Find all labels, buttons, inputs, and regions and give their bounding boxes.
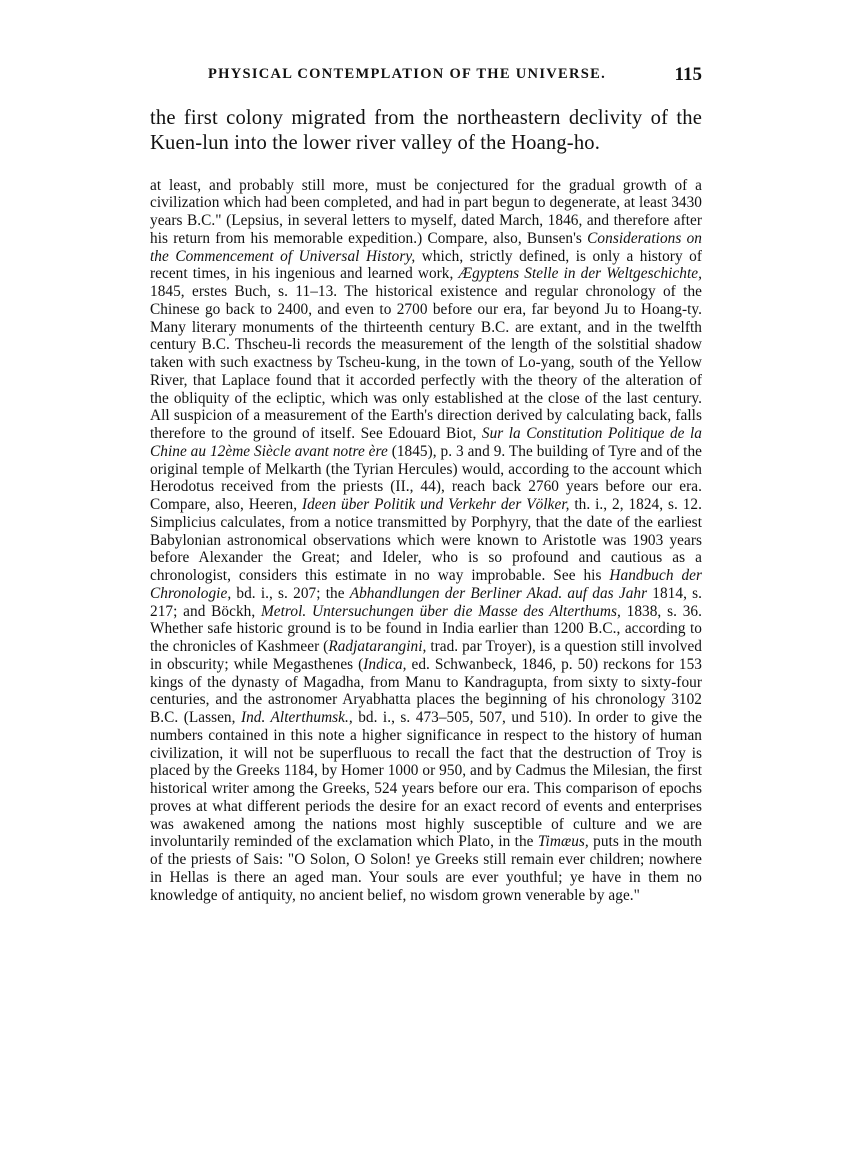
- footnote-italic-run: Ind. Alterthumsk.,: [240, 709, 353, 727]
- footnote-italic-run: Radjatarangini,: [328, 638, 427, 656]
- footnote-italic-run: Ideen über Politik und Verkehr der Völker,: [301, 496, 570, 514]
- footnote-italic-run: Metrol. Untersuchungen über die Masse des Alterthums,: [261, 602, 621, 620]
- running-header: [150, 64, 702, 88]
- book-page: [150, 64, 702, 920]
- footnote-text-run: th. i., 2, 1824, s. 12. Simplicius calculates, from a notice transmitted by Porphyry, that the date of the earliest Babylonian astronomical observations which were known to Aristotle was 1903 years before Alexander the Great; and Ideler, who is so profound and cautious as a chronologist, considers this estimate in no way improbable. See his: [150, 496, 702, 585]
- footnote-italic-run: Handbuch der Chronologie,: [150, 567, 702, 602]
- footnote-italic-run: Ægyptens Stelle in der Weltgeschichte,: [458, 265, 702, 283]
- footnote-text-run: bd. i., s. 473–505, 507, und 510). In order to give the numbers contained in this note a higher significance in respect to the history of human civilization, it will not be superfluous to recall the fact that the destruction of Troy is placed by the Greeks 1184, by Homer 1000 or 950, and by Cadmus the Milesian, the first historical writer among the Greeks, 524 years before our era. This comparison of epochs proves at what different periods the desire for an exact record of events and enterprises was awakened among the nations most highly susceptible of culture and we are involuntarily reminded of the exclamation which Plato, in the: [150, 709, 702, 851]
- footnote-text-run: puts in the mouth of the priests of Sais: "O Solon, O Solon! ye Greeks still remain ever children; nowhere in Hellas is there an aged man. Your souls are ever youthful; ye have in them no knowledge of antiquity, no ancient belief, no wisdom grown venerable by age.": [150, 833, 702, 904]
- running-title: PHYSICAL CONTEMPLATION OF THE UNIVERSE.: [207, 66, 607, 82]
- footnote-italic-run: Sur la Constitution Politique de la Chine au 12ème Siècle avant notre ère: [150, 425, 702, 460]
- page-number: 115: [674, 64, 702, 85]
- footnote-text-run: (1845), p. 3 and 9. The building of Tyre and of the original temple of Melkarth (the Tyrian Hercules) would, according to the account which Herodotus received from the priests (II., 44), reach back 2760 years before our era. Compare, also, Heeren,: [150, 442, 702, 514]
- footnote-text-run: at least, and probably still more, must be conjectured for the gradual growth of a civilization which had been completed, and had in part begun to degenerate, at least 3430 years B.C." (Lepsius, in several letters to myself, dated March, 1846, and therefore after his return from his memorable expedition.) Compare, also, Bunsen's: [150, 176, 702, 247]
- body-text-paragraph: the first colony migrated from the northeastern declivity of the Kuen-lun into the lower river valley of the Hoang-ho.: [150, 107, 702, 154]
- footnote-text-run: 1814, s. 217; and Böckh,: [150, 584, 702, 620]
- footnote-text-run: trad. par Troyer), is a question still involved in obscurity; while Megasthenes (: [150, 638, 703, 673]
- footnote-italic-run: Considerations on the Commencement of Universal History,: [150, 229, 702, 265]
- footnote-text-run: which, strictly defined, is only a history of recent times, in his ingenious and learned work,: [150, 247, 702, 283]
- footnote-text-run: 1838, s. 36. Whether safe historic ground is to be found in India earlier than 1200 B.C., according to the chronicles of Kashmeer (: [150, 602, 702, 656]
- footnote-text-run: 1845, erstes Buch, s. 11–13. The historical existence and regular chronology of the Chinese go back to 2400, and even to 2700 before our era, far beyond Ju to Hoang-ty. Many literary monuments of the thirteenth century B.C. are extant, and in the twelfth century B.C. Thscheu-li records the measurement of the length of the solstitial shadow taken with such exactness by Tscheu-kung, in the town of Lo-yang, south of the Yellow River, that Laplace found that it accorded perfectly with the theory of the alteration of the obliquity of the ecliptic, which was only established at the close of the last century. All suspicion of a measurement of the Earth's direction derived by calculating back, falls therefore to the ground of itself. See Edouard Biot,: [150, 283, 702, 443]
- footnote-text-run: ed. Schwanbeck, 1846, p. 50) reckons for 153 kings of the dynasty of Magadha, from Manu to Kandragupta, from sixty to sixty-four centuries, and the astronomer Aryabhatta places the beginning of his chronology 3102 B.C. (Lassen,: [150, 655, 702, 727]
- footnote-italic-run: Abhandlungen der Berliner Akad. auf das Jahr: [349, 584, 648, 602]
- footnote-italic-run: Indica,: [363, 655, 407, 673]
- footnote-italic-run: Timæus,: [537, 833, 589, 851]
- footnote-paragraph: [150, 177, 702, 905]
- footnote-text-run: bd. i., s. 207; the: [231, 584, 350, 602]
